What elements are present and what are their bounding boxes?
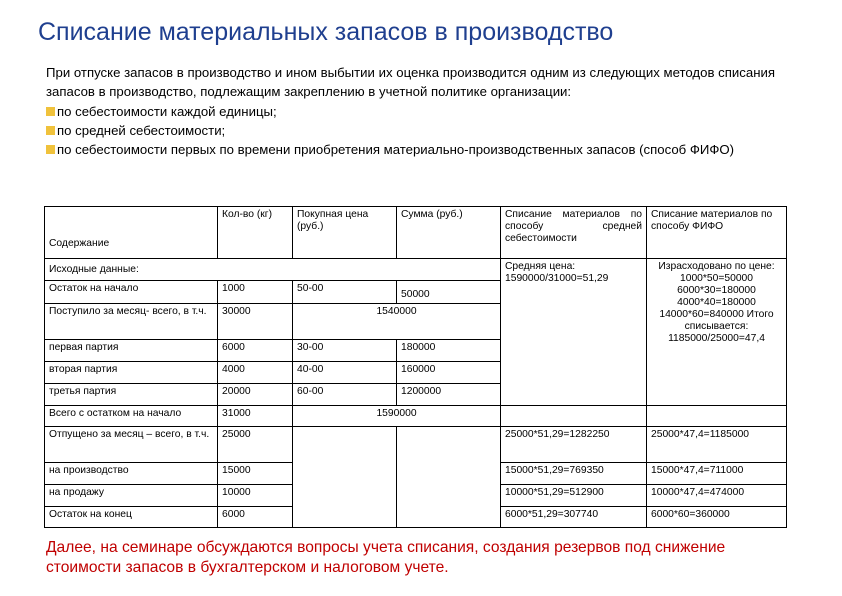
table-row xyxy=(45,259,787,281)
bullet-square-icon xyxy=(46,126,55,135)
bullet-item: по себестоимости первых по времени приобретения материально-производственных запасов (способ ФИФО) xyxy=(46,140,775,159)
row-sum xyxy=(397,485,501,507)
row-fifo: 25000*47,4=1185000 xyxy=(647,427,787,463)
row-qty: 10000 xyxy=(218,485,293,507)
row-sum: 180000 xyxy=(397,340,501,362)
table-row xyxy=(45,485,787,507)
page-title: Списание материальных запасов в производство xyxy=(38,18,614,46)
row-label: на продажу xyxy=(45,485,218,507)
row-label: Всего с остатком на начало xyxy=(45,406,218,427)
header-avg: Списание материалов по способу средней себестоимости xyxy=(501,207,647,259)
row-fifo: 6000*60=360000 xyxy=(647,507,787,528)
row-qty: 15000 xyxy=(218,463,293,485)
row-label: первая партия xyxy=(45,340,218,362)
table-row xyxy=(45,406,787,427)
row-label: Поступило за месяц- всего, в т.ч. xyxy=(45,304,218,340)
row-avg: 15000*51,29=769350 xyxy=(501,463,647,485)
row-price: 50-00 xyxy=(293,281,397,304)
header-sum: Сумма (руб.) xyxy=(397,207,501,259)
row-avg: 25000*51,29=1282250 xyxy=(501,427,647,463)
row-label: Остаток на конец xyxy=(45,507,218,528)
row-price xyxy=(293,485,397,507)
avg-note: Средняя цена: 1590000/31000=51,29 xyxy=(501,259,647,406)
bullet-item: по себестоимости каждой единицы; xyxy=(46,102,775,121)
row-sum: 1540000 xyxy=(293,304,501,340)
row-label: третья партия xyxy=(45,384,218,406)
table-row xyxy=(45,427,787,463)
row-fifo xyxy=(647,406,787,427)
bullet-item: по средней себестоимости; xyxy=(46,121,775,140)
fifo-note: Израсходовано по цене: 1000*50=50000 6000*30=180000 4000*40=180000 14000*60=840000 Итого списывается: 1185000/25000=47,4 xyxy=(647,259,787,406)
row-qty: 6000 xyxy=(218,507,293,528)
row-label: Отпущено за месяц – всего, в т.ч. xyxy=(45,427,218,463)
row-avg: 10000*51,29=512900 xyxy=(501,485,647,507)
section-label: Исходные данные: xyxy=(45,259,501,281)
row-sum xyxy=(397,463,501,485)
row-fifo: 10000*47,4=474000 xyxy=(647,485,787,507)
row-sum: 50000 xyxy=(397,281,501,304)
header-price: Покупная цена (руб.) xyxy=(293,207,397,259)
row-sum: 1200000 xyxy=(397,384,501,406)
row-label: на производство xyxy=(45,463,218,485)
row-price: 60-00 xyxy=(293,384,397,406)
row-qty: 25000 xyxy=(218,427,293,463)
intro-text xyxy=(46,63,775,159)
row-sum xyxy=(397,427,501,463)
row-avg xyxy=(501,406,647,427)
header-qty: Кол-во (кг) xyxy=(218,207,293,259)
writeoff-table xyxy=(44,206,787,528)
table-header-row xyxy=(45,207,787,259)
row-qty: 6000 xyxy=(218,340,293,362)
row-avg: 6000*51,29=307740 xyxy=(501,507,647,528)
header-fifo: Списание материалов по способу ФИФО xyxy=(647,207,787,259)
table-row xyxy=(45,463,787,485)
row-qty: 1000 xyxy=(218,281,293,304)
row-price xyxy=(293,463,397,485)
bullet-square-icon xyxy=(46,107,55,116)
row-qty: 31000 xyxy=(218,406,293,427)
bullet-square-icon xyxy=(46,145,55,154)
row-label: Остаток на начало xyxy=(45,281,218,304)
row-qty: 20000 xyxy=(218,384,293,406)
row-qty: 30000 xyxy=(218,304,293,340)
row-sum xyxy=(397,507,501,528)
header-content: Содержание xyxy=(45,207,218,259)
row-price xyxy=(293,427,397,463)
table-row xyxy=(45,507,787,528)
row-label: вторая партия xyxy=(45,362,218,384)
row-price: 30-00 xyxy=(293,340,397,362)
row-price: 40-00 xyxy=(293,362,397,384)
intro-paragraph: При отпуске запасов в производство и ином выбытии их оценка производится одним из следующих методов списания запасов в производство, подлежащим закреплению в учетной политике организации: xyxy=(46,65,775,100)
row-price xyxy=(293,507,397,528)
row-qty: 4000 xyxy=(218,362,293,384)
row-fifo: 15000*47,4=711000 xyxy=(647,463,787,485)
row-sum: 160000 xyxy=(397,362,501,384)
footer-note: Далее, на семинаре обсуждаются вопросы учета списания, создания резервов под снижение стоимости запасов в бухгалтерском и налоговом учете. xyxy=(46,539,726,576)
row-sum: 1590000 xyxy=(293,406,501,427)
